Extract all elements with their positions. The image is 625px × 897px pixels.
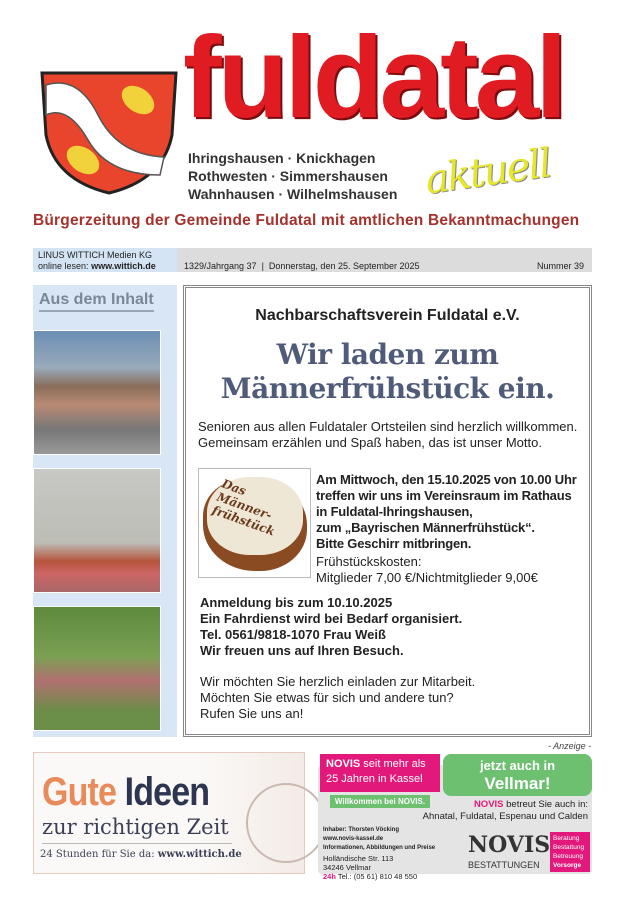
publisher-info	[33, 248, 177, 272]
novis-pink-box: NOVIS seit mehr als 25 Jahren in Kassel	[320, 754, 440, 792]
coat-of-arms-logo	[38, 45, 180, 195]
issue-info: 1329/Jahrgang 37 | Donnerstag, den 25. September 2025	[184, 261, 420, 271]
ad-word-ideen: Ideen	[124, 770, 210, 814]
ad-subline: 24 Stunden für Sie da:	[40, 849, 155, 860]
masthead-logo: fuldatal	[183, 12, 564, 142]
ad-headline: zur richtigen Zeit	[42, 815, 229, 839]
cake-text: Das Männer-frühstück	[210, 476, 277, 539]
issue-number: Nummer 39	[537, 261, 585, 271]
article-org: Nachbarschaftsverein Fuldatal e.V.	[255, 307, 520, 324]
photo-kids-sport	[33, 468, 161, 593]
novis-ad[interactable]: NOVIS seit mehr als 25 Jahren in Kassel Willkommen bei NOVIS. jetzt auch in Vellmar! NOVIS betreut Sie auch in: Ahnatal, Fuldatal, Espenau und Calden Inhaber: Thorsten Vöcking www.novis-kassel.de Informationen, Abbildungen und Preise Holländische Str. 113 34246 Vellmar 24h Tel.: (05 61) 810 48 550 NOVIS BESTATTUNGEN Beratung Bestattung Betreuung Vorsorge	[318, 752, 592, 874]
article-title-line1: Wir laden zum	[276, 338, 499, 371]
place-names: Wahnhausen · Wilhelmshausen	[188, 186, 398, 202]
place-names: Rothwesten · Simmershausen	[188, 168, 388, 184]
sidebar-heading: Aus dem Inhalt	[39, 291, 154, 312]
masthead-logo-sub: aktuell	[422, 140, 553, 204]
photo-group	[33, 330, 161, 455]
place-names: Ihringshausen · Knickhagen	[188, 150, 376, 166]
photo-children-outdoor	[33, 606, 161, 731]
wittich-ad[interactable]	[33, 752, 305, 874]
online-label: online lesen:	[38, 261, 89, 271]
closing-text: Wir möchten Sie herzlich einladen zur Mitarbeit. Möchten Sie etwas für sich und andere tun? Rufen Sie uns an!	[200, 674, 476, 721]
event-details: Am Mittwoch, den 15.10.2025 von 10.00 Uhr treffen wir uns im Vereinsraum im Rathaus in Fuldatal-Ihringshausen, zum „Bayrischen Männerfrühstück“. Bitte Geschirr mitbringen.	[316, 472, 577, 551]
novis-logo: NOVIS	[468, 832, 551, 858]
ad-word-gute: Gute	[42, 770, 117, 814]
article-intro: Senioren aus allen Fuldataler Ortsteilen sind herzlich willkommen. Gemeinsam erzählen und Spaß haben, das ist unser Motto.	[198, 419, 578, 450]
ad-label: - Anzeige -	[548, 741, 592, 751]
cake-image	[198, 468, 311, 578]
price-info: Frühstückskosten: Mitglieder 7,00 €/Nichtmitglieder 9,00€	[316, 554, 538, 585]
online-url[interactable]: www.wittich.de	[91, 261, 156, 271]
ad-url[interactable]: www.wittich.de	[157, 849, 242, 860]
clock-icon	[246, 783, 326, 863]
article-title-line2: Männerfrühstück ein.	[220, 372, 555, 405]
tagline: Bürgerzeitung der Gemeinde Fuldatal mit amtlichen Bekanntmachungen	[33, 212, 580, 229]
publisher: LINUS WITTICH Medien KG	[38, 250, 153, 260]
signup-info: Anmeldung bis zum 10.10.2025 Ein Fahrdienst wird bei Bedarf organisiert. Tel. 0561/9818-1070 Frau Weiß Wir freuen uns auf Ihren Besuch.	[200, 595, 463, 658]
